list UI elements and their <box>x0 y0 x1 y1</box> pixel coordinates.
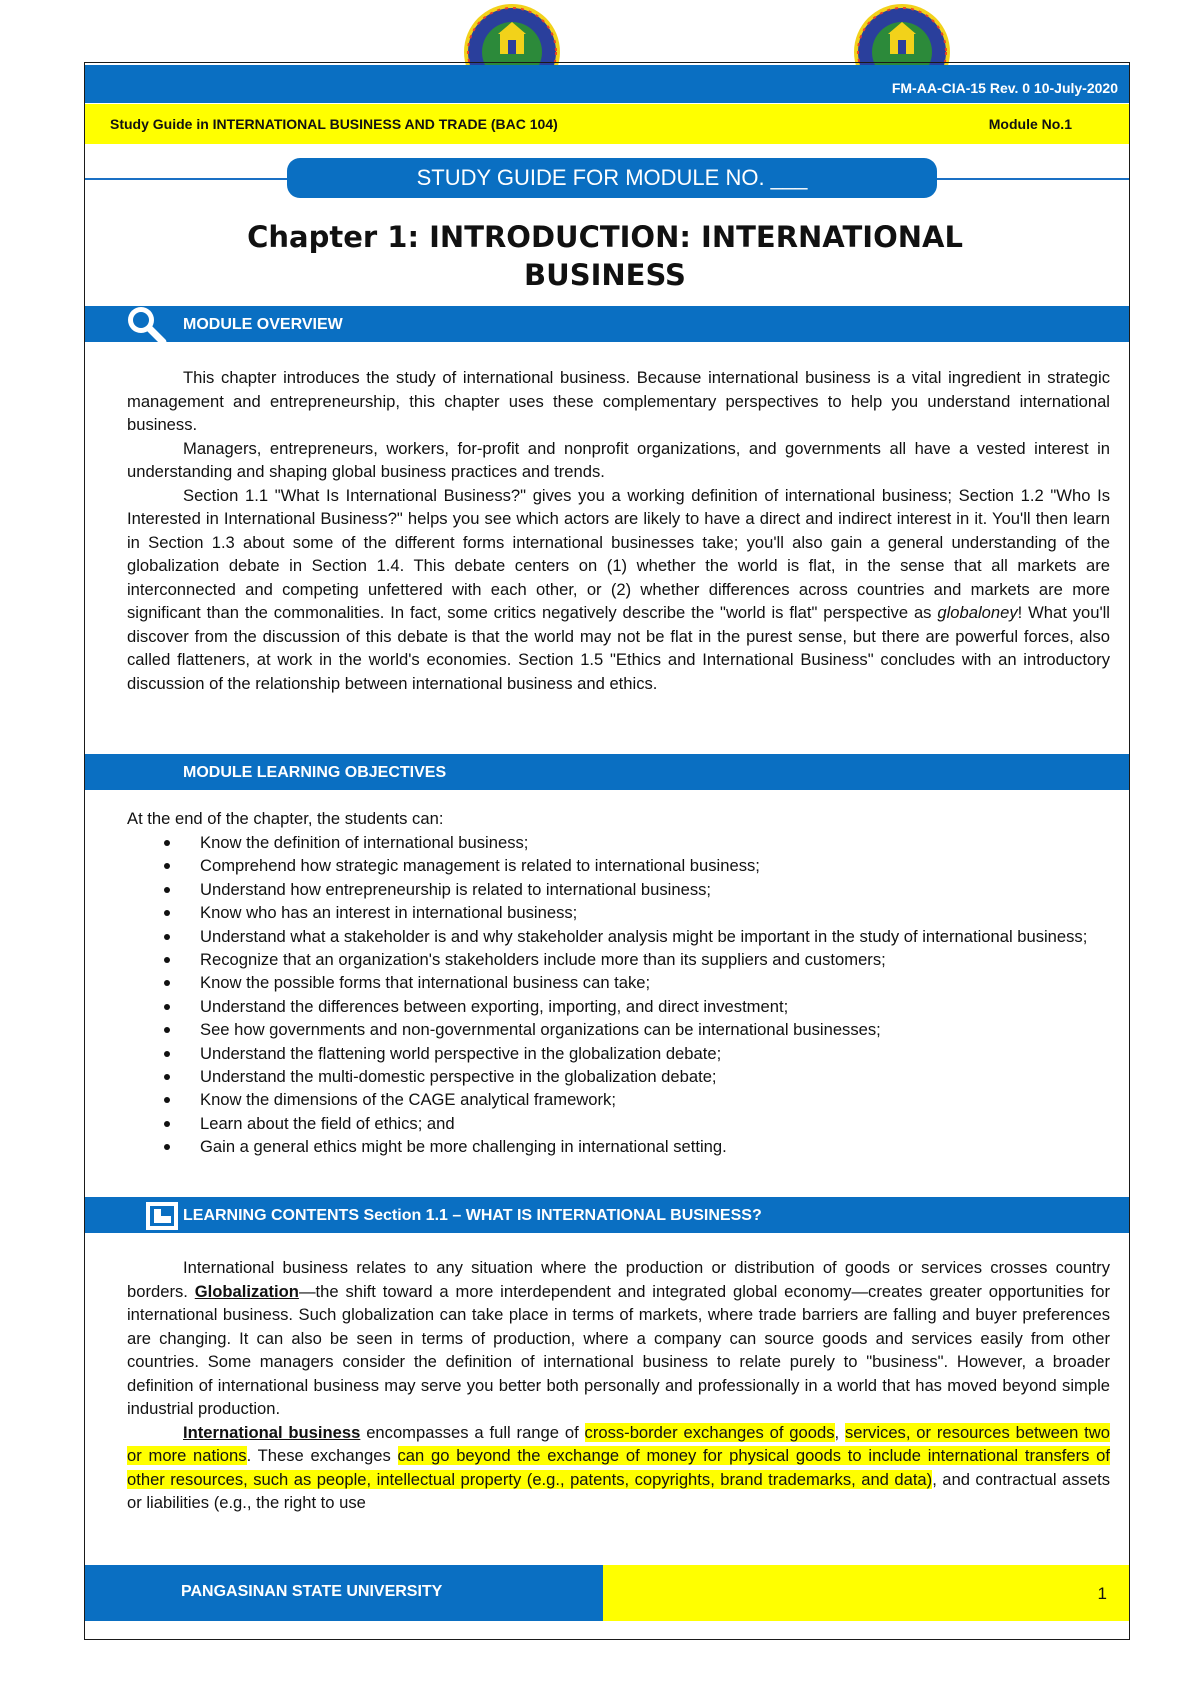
overview-text <box>127 366 1110 695</box>
chapter-title-line2: BUSINESS <box>524 258 686 292</box>
overview-paragraph: Managers, entrepreneurs, workers, for-profit and nonprofit organizations, and governments all have a vested interest in understanding and shaping global business practices and trends. <box>127 438 1110 481</box>
list-item: Know the dimensions of the CAGE analytical framework; <box>127 1088 1110 1111</box>
study-guide-title: STUDY GUIDE FOR MODULE NO. ___ <box>287 158 937 198</box>
international-business-term: International business <box>183 1422 361 1442</box>
list-item: Recognize that an organization's stakeholders include more than its suppliers and customers; <box>127 948 1110 971</box>
footer-university-bar <box>85 1565 603 1621</box>
objectives-list <box>127 831 1110 1159</box>
globalization-term: Globalization <box>194 1281 299 1301</box>
university-seal-left-icon <box>462 2 562 68</box>
course-title: Study Guide in INTERNATIONAL BUSINESS AND TRADE (BAC 104) <box>110 116 558 132</box>
module-overview-heading: MODULE OVERVIEW <box>183 316 343 333</box>
learning-contents-heading: LEARNING CONTENTS Section 1.1 – WHAT IS INTERNATIONAL BUSINESS? <box>183 1207 762 1224</box>
university-name: PANGASINAN STATE UNIVERSITY <box>181 1583 443 1600</box>
overview-paragraph: Section 1.1 "What Is International Business?" gives you a working definition of international business; Section 1.2 "Who Is Interested in International Business?" helps you see which actors are likely to have a direct and indirect interest in it. You'll then learn in Section 1.3 about some of the different forms international businesses take; you'll also gain a general understanding of the globalization debate in Section 1.4. This debate centers on (1) whether the world is flat, in the sense that all markets are interconnected and competing unfettered with each other, or (2) whether differences across countries and markets are more significant than the commonalities. In fact, some critics negatively describe the "world is flat" perspective as globaloney! What you'll discover from the discussion of this debate is that the world may not be flat in the purest sense, but there are powerful forces, also called flatteners, at work in the world's economies. Section 1.5 "Ethics and International Business" concludes with an introductory discussion of the relationship between international business and ethics. <box>127 485 1110 693</box>
book-icon <box>145 1201 179 1236</box>
list-item: Learn about the field of ethics; and <box>127 1112 1110 1135</box>
course-bar <box>85 104 1129 144</box>
contents-text <box>127 1256 1110 1515</box>
list-item: Understand the flattening world perspective in the globalization debate; <box>127 1042 1110 1065</box>
list-item: See how governments and non-governmental organizations can be international businesses; <box>127 1018 1110 1041</box>
chapter-title-line1: Chapter 1: INTRODUCTION: INTERNATIONAL <box>247 220 963 254</box>
list-item: Gain a general ethics might be more challenging in international setting. <box>127 1135 1110 1158</box>
divider-right <box>930 178 1129 180</box>
objectives-intro: At the end of the chapter, the students can: <box>127 809 444 828</box>
highlighted-text: cross-border exchanges of goods <box>584 1422 835 1442</box>
learning-objectives-bar <box>85 754 1129 790</box>
learning-objectives-heading: MODULE LEARNING OBJECTIVES <box>183 764 447 781</box>
list-item: Understand what a stakeholder is and why stakeholder analysis might be important in the study of international business; <box>127 925 1110 948</box>
module-number: Module No.1 <box>988 116 1072 132</box>
university-seal-right-icon <box>852 2 952 68</box>
globaloney-term: globaloney <box>937 603 1018 622</box>
overview-paragraph: This chapter introduces the study of international business. Because international business is a vital ingredient in strategic management and entrepreneurship, this chapter uses these complementary perspectives to help you understand international business. <box>127 368 1110 434</box>
contents-paragraph: International business encompasses a full range of cross-border exchanges of goods, services, or resources between two or more nations. These exchanges can go beyond the exchange of money for physical goods to include international transfers of other resources, such as people, intellectual property (e.g., patents, copyrights, brand trademarks, and data), and contractual assets or liabilities (e.g., the right to use <box>127 1422 1110 1512</box>
list-item: Understand how entrepreneurship is related to international business; <box>127 878 1110 901</box>
page-number: 1 <box>1097 1584 1107 1603</box>
chapter-title <box>190 218 1020 294</box>
highlighted-text: services, or resources between two or more nations <box>127 1422 1110 1465</box>
list-item: Understand the differences between exporting, importing, and direct investment; <box>127 995 1110 1018</box>
contents-paragraph: International business relates to any situation where the production or distribution of goods or services crosses country borders. Globalization—the shift toward a more interdependent and integrated global economy—creates greater opportunities for international business. Such globalization can take place in terms of markets, where trade barriers are falling and buyer preferences are changing. It can also be seen in terms of production, where a company can source goods and services easily from other countries. Some managers consider the definition of international business to relate purely to "business". However, a broader definition of international business may serve you better both personally and professionally in a world that has moved beyond simple industrial production. <box>127 1258 1111 1418</box>
footer-page-bar <box>603 1565 1129 1621</box>
magnifier-icon <box>121 302 169 351</box>
list-item: Know who has an interest in international business; <box>127 901 1110 924</box>
list-item: Understand the multi-domestic perspective in the globalization debate; <box>127 1065 1110 1088</box>
divider-left <box>85 178 295 180</box>
list-item: Know the definition of international business; <box>127 831 1110 854</box>
learning-contents-bar <box>85 1197 1129 1233</box>
list-item: Know the possible forms that international business can take; <box>127 971 1110 994</box>
list-item: Comprehend how strategic management is related to international business; <box>127 854 1110 877</box>
form-code: FM-AA-CIA-15 Rev. 0 10-July-2020 <box>891 80 1118 96</box>
highlighted-text: can go beyond the exchange of money for physical goods to include international transfers of other resources, such as people, intellectual property (e.g., patents, copyrights, brand trademarks, and data) <box>127 1446 1110 1489</box>
module-overview-bar <box>85 306 1129 342</box>
